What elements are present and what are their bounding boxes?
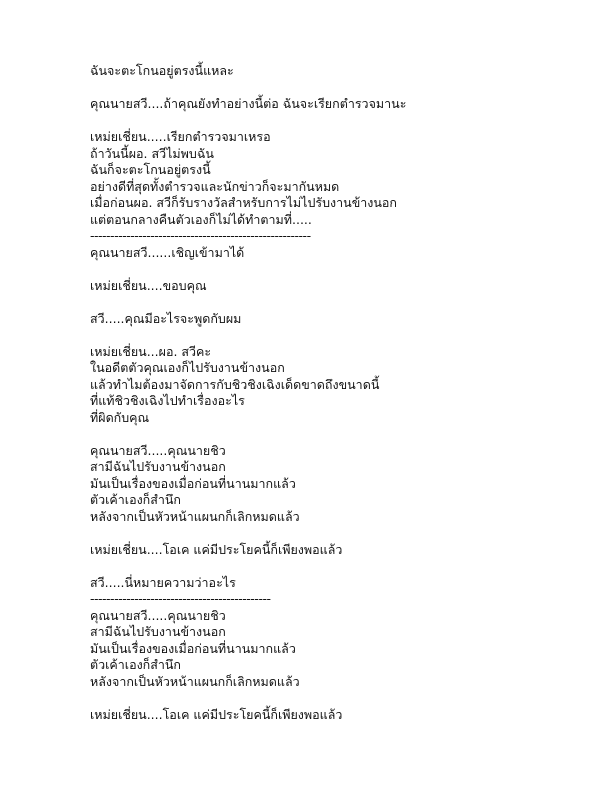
dialogue-line: ที่ผิดกับคุณ [90, 409, 150, 425]
blank-line [90, 80, 570, 97]
blank-line [90, 113, 570, 130]
blank-line [90, 261, 570, 278]
separator-line: ------------------------------------------------------- [90, 228, 311, 243]
dialogue-line: หลังจากเป็นหัวหน้าแผนกก็เลิกหมดแล้ว [90, 508, 300, 524]
dialogue-line: ตัวเค้าเองก็สำนึก [90, 657, 182, 672]
dialogue-line: คุณนายสวี.....คุณนายชิว [90, 607, 226, 623]
blank-line [90, 525, 570, 542]
dialogue-line: ฉันจะตะโกนอยู่ตรงนี้แหละ [90, 63, 234, 78]
dialogue-line: คุณนายสวี.....คุณนายชิว [90, 442, 226, 458]
dialogue-line: ตัวเค้าเองก็สำนึก [90, 492, 182, 507]
dialogue-line: เหม่ยเชี่ยน....โอเค แค่มีประโยคนี้ก็เพียงพอแล้ว [90, 541, 343, 557]
blank-line [90, 690, 570, 707]
dialogue-line: สวี.....คุณมีอะไรจะพูดกับผม [90, 310, 242, 326]
dialogue-line: สามีฉันไปรับงานข้างนอก [90, 624, 226, 639]
dialogue-line: ฉันก็จะตะโกนอยู่ตรงนี้ [90, 162, 211, 177]
dialogue-line: คุณนายสวี......เชิญเข้ามาได้ [90, 244, 245, 260]
dialogue-line: ถ้าวันนี้ผอ. สวีไม่พบฉัน [90, 145, 214, 161]
dialogue-line: แต่ตอนกลางคืนตัวเองก็ไม่ได้ทำตามที่..... [90, 211, 312, 227]
dialogue-line: สวี.....นี่หมายความว่าอะไร [90, 574, 236, 590]
dialogue-line: เหม่ยเชี่ยน.....เรียกตำรวจมาเหรอ [90, 129, 271, 144]
dialogue-line: หลังจากเป็นหัวหน้าแผนกก็เลิกหมดแล้ว [90, 673, 300, 689]
blank-line [90, 294, 570, 311]
dialogue-line: อย่างดีที่สุดทั้งตำรวจและนักข่าวก็จะมากันหมด [90, 178, 340, 194]
dialogue-line: แล้วทำไมต้องมาจัดการกับชิวชิงเฉิงเด็ดขาดถึงขนาดนี้ [90, 376, 380, 392]
blank-line [90, 558, 570, 575]
dialogue-line: ในอดีตตัวคุณเองก็ไปรับงานข้างนอก [90, 360, 285, 375]
dialogue-line: มันเป็นเรื่องของเมื่อก่อนที่นานมากแล้ว [90, 640, 296, 656]
blank-line [90, 426, 570, 443]
separator-line: --------------------------------------------- [90, 591, 271, 606]
dialogue-line: เหม่ยเชี่ยน...ผอ. สวีคะ [90, 343, 212, 359]
dialogue-line: มันเป็นเรื่องของเมื่อก่อนที่นานมากแล้ว [90, 475, 296, 491]
dialogue-line: เหม่ยเชี่ยน....ขอบคุณ [90, 277, 207, 293]
dialogue-line: สามีฉันไปรับงานข้างนอก [90, 459, 226, 474]
dialogue-line: คุณนายสวี....ถ้าคุณยังทำอย่างนี้ต่อ ฉันจะเรียกตำรวจมานะ [90, 96, 407, 111]
dialogue-line: เมื่อก่อนผอ. สวีก็รับรางวัลสำหรับการไม่ไปรับงานข้างนอก [90, 195, 397, 210]
dialogue-line: เหม่ยเชี่ยน....โอเค แค่มีประโยคนี้ก็เพียงพอแล้ว [90, 706, 343, 722]
dialogue-text-block [90, 63, 570, 723]
blank-line [90, 327, 570, 344]
dialogue-line: ที่แท้ชิวชิงเฉิงไปทำเรื่องอะไร [90, 393, 245, 408]
